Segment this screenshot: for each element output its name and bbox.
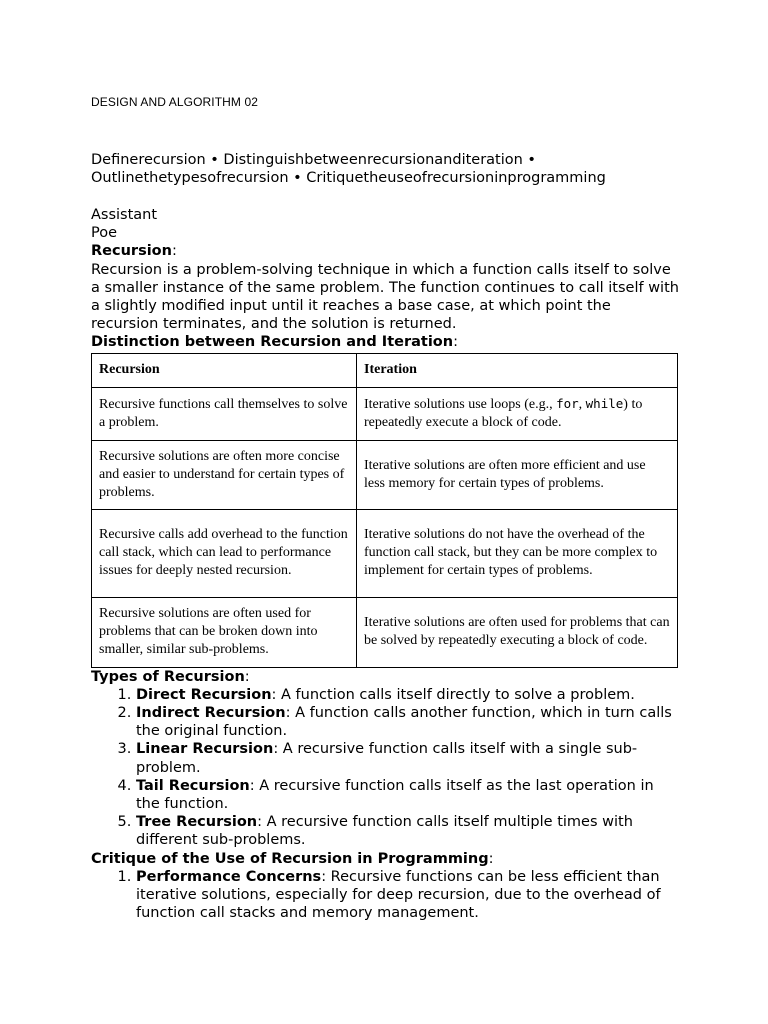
objectives-line-1: Definerecursion • Distinguishbetweenrecursionanditeration • — [91, 152, 536, 168]
list-item: 1. Direct Recursion: A function calls itself directly to solve a problem. — [136, 686, 681, 704]
poe-label: Poe — [91, 225, 118, 242]
recursion-cell: Recursive calls add overhead to the function call stack, which can lead to performance issues for deeply nested recursion. — [92, 509, 357, 597]
code-for: for — [556, 396, 579, 412]
list-item: 2. Indirect Recursion: A function calls another function, which in turn calls the original function. — [136, 704, 681, 740]
types-list — [91, 686, 681, 850]
critique-heading-line: Critique of the Use of Recursion in Programming: — [91, 850, 494, 867]
types-heading-line: Types of Recursion: — [91, 668, 250, 685]
assistant-label: Assistant — [91, 207, 158, 223]
iteration-cell: Iterative solutions are often more efficient and use less memory for certain types of problems. — [357, 440, 678, 509]
iteration-cell: Iterative solutions are often used for problems that can be solved by repeatedly executing a block of code. — [357, 597, 678, 667]
distinction-heading: Distinction between Recursion and Iteration — [91, 334, 454, 351]
recursion-cell: Recursive solutions are often used for problems that can be broken down into smaller, similar sub-problems. — [92, 597, 357, 667]
document-header: DESIGN AND ALGORITHM 02 — [91, 95, 259, 109]
critique-heading: Critique of the Use of Recursion in Programming — [91, 850, 489, 867]
table-header-row — [92, 353, 678, 387]
distinction-heading-line: Distinction between Recursion and Iteration: — [91, 334, 458, 351]
table-row — [92, 597, 678, 667]
iteration-cell: Iterative solutions use loops (e.g., for, while) to repeatedly execute a block of code. — [357, 387, 678, 440]
code-while: while — [585, 396, 624, 412]
table-row — [92, 440, 678, 509]
iteration-cell: Iterative solutions do not have the overhead of the function call stack, but they can be more complex to implement for certain types of problems. — [357, 509, 678, 597]
recursion-definition: Recursion is a problem-solving technique in which a function calls itself to solve a smaller instance of the same problem. The function continues to call itself with a slightly modified input until it reaches a base case, at which point the recursion terminates, and the solution is returned. — [91, 261, 679, 333]
critique-list — [91, 868, 681, 923]
objectives-line-2: Outlinethetypesofrecursion • Critiquetheuseofrecursioninprogramming — [91, 170, 606, 186]
list-item: 4. Tail Recursion: A recursive function calls itself as the last operation in the function. — [136, 777, 681, 813]
list-item: 3. Linear Recursion: A recursive function calls itself with a single sub-problem. — [136, 740, 681, 776]
types-heading: Types of Recursion — [91, 668, 245, 685]
document-body — [91, 206, 681, 922]
recursion-heading-line: Recursion: — [91, 243, 177, 260]
recursion-cell: Recursive functions call themselves to solve a problem. — [92, 387, 357, 440]
learning-objectives — [91, 151, 691, 187]
list-item: 5. Tree Recursion: A recursive function calls itself multiple times with different sub-problems. — [136, 813, 681, 849]
recursion-cell: Recursive solutions are often more concise and easier to understand for certain types of problems. — [92, 440, 357, 509]
table-row — [92, 509, 678, 597]
comparison-table — [91, 353, 678, 668]
recursion-heading: Recursion — [91, 243, 172, 260]
column-header-iteration: Iteration — [357, 353, 678, 387]
list-item: 1. Performance Concerns: Recursive functions can be less efficient than iterative solutions, especially for deep recursion, due to the overhead of function call stacks and memory management. — [136, 868, 681, 923]
column-header-recursion: Recursion — [92, 353, 357, 387]
table-row — [92, 387, 678, 440]
